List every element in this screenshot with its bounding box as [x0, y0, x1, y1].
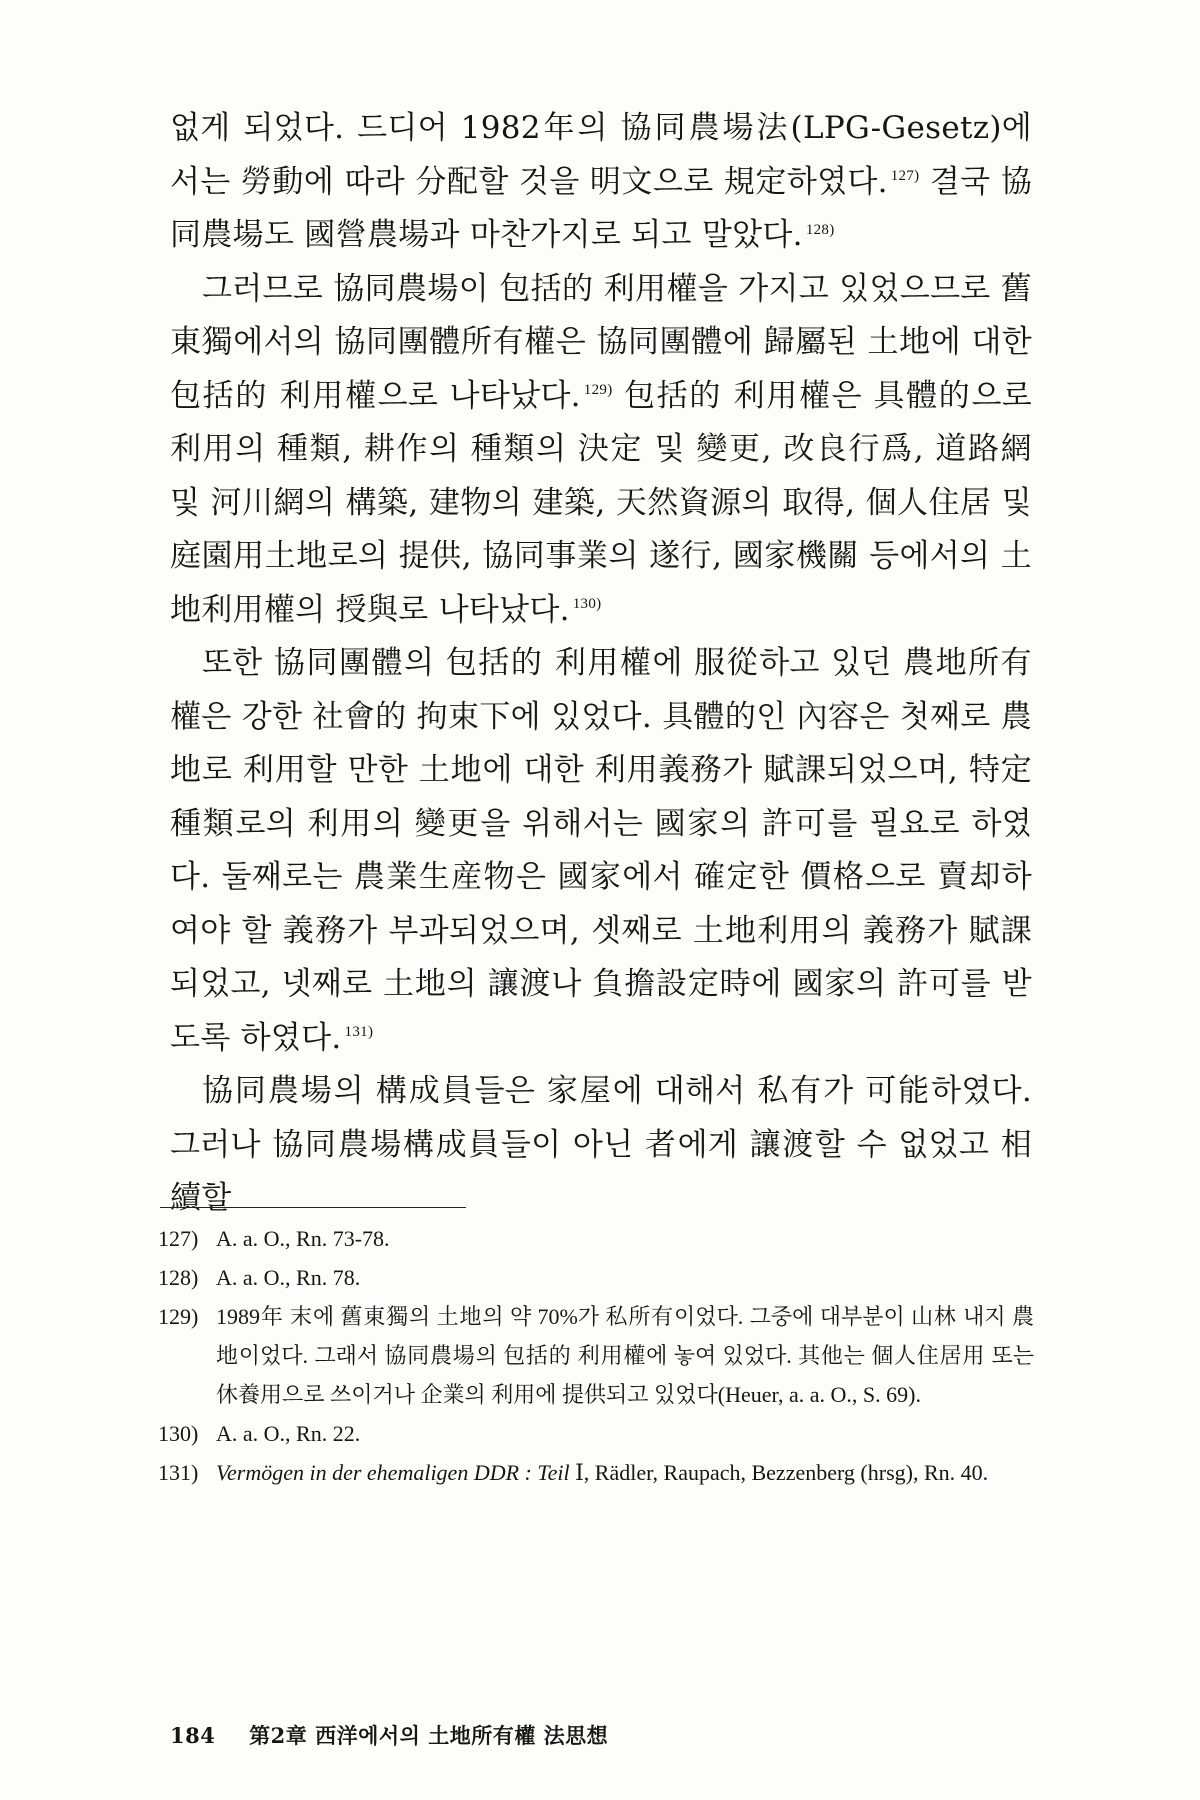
footnote-item: [158, 1297, 1034, 1414]
footnote-text-run: 1989年 末에 舊東獨의 土地의 약 70%가 私所有이었다. 그중에 대부분이 山林 내지 農地이었다. 그래서 協同農場의 包括的 利用權에 놓여 있었다. 其他는 個人住居用 또는 休養用으로 쓰이거나 企業의 利用에 提供되고 있었다(Heuer, a. a. O., S. 69).: [216, 1304, 1034, 1407]
footnote-number: 130): [158, 1421, 199, 1446]
footnote-number: 129): [158, 1304, 199, 1329]
footnote-reference: 127): [890, 168, 920, 185]
paragraph-text: 協同農場의 構成員들은 家屋에 대해서 私有가 可能하였다. 그러나 協同農場構成員들이 아닌 者에게 讓渡할 수 없었고 相續할: [170, 1073, 1032, 1216]
page-number: 184: [170, 1723, 216, 1748]
paragraph-p3: [170, 637, 1032, 1065]
footnote-text: [216, 1414, 1034, 1453]
footnote-text-run: Ⅰ, Rädler, Raupach, Bezzenberg (hrsg), Rn. 40.: [569, 1460, 989, 1485]
paragraph-text: 결국 協同農場도 國營農場과 마찬가지로 되고 말았다.: [170, 163, 1032, 253]
footnote-item: [158, 1414, 1034, 1453]
paragraph-text: 또한 協同團體의 包括的 利用權에 服從하고 있던 農地所有權은 강한 社會的 拘束下에 있었다. 具體的인 內容은 첫째로 農地로 利用할 만한 土地에 대한 利用義務가 賦課되었으며, 特定種類로의 利用의 變更을 위해서는 國家의 許可를 필요로 하였다. 둘째로는 農業生産物은 國家에서 確定한 價格으로 賣却하여야 할 義務가 부과되었으며, 셋째로 土地利用의 義務가 賦課되었고, 넷째로 土地의 讓渡나 負擔設定時에 國家의 許可를 받도록 하였다.: [170, 645, 1032, 1056]
footnote-reference: 131): [344, 1024, 374, 1041]
paragraph-p1: [170, 102, 1032, 263]
main-body-text: [170, 102, 1032, 1226]
paragraph-text: 없게 되었다. 드디어 1982年의 協同農場法(LPG-Gesetz)에서는 勞動에 따라 分配할 것을 明文으로 規定하였다.: [170, 110, 1032, 200]
footnote-text-run: A. a. O., Rn. 78.: [216, 1265, 361, 1290]
footnote-text-run: A. a. O., Rn. 73-78.: [216, 1226, 390, 1251]
footnote-text: [216, 1219, 1034, 1258]
footnote-text: [216, 1297, 1034, 1414]
footnote-italic-title: Vermögen in der ehemaligen DDR : Teil: [216, 1460, 570, 1485]
footnotes-section: [158, 1219, 1034, 1492]
footnote-number: 128): [158, 1265, 199, 1290]
footnote-text: [216, 1453, 1034, 1492]
footnote-separator-rule: [160, 1207, 466, 1208]
paragraph-p4: [170, 1065, 1032, 1226]
chapter-label: 第2章: [249, 1723, 308, 1748]
footnote-item: [158, 1258, 1034, 1297]
footnote-reference: 130): [572, 596, 602, 613]
footnote-reference: 129): [583, 382, 613, 399]
footnote-number: 127): [158, 1226, 199, 1251]
paragraph-p2: [170, 263, 1032, 638]
chapter-title: 西洋에서의 土地所有權 法思想: [315, 1723, 609, 1748]
running-footer: [170, 1720, 608, 1750]
footnote-text-run: A. a. O., Rn. 22.: [216, 1421, 361, 1446]
footnote-number: 131): [158, 1460, 199, 1485]
footnote-text: [216, 1258, 1034, 1297]
footnote-item: [158, 1453, 1034, 1492]
paragraph-text: 包括的 利用權은 具體的으로 利用의 種類, 耕作의 種類의 決定 및 變更, 改良行爲, 道路網 및 河川網의 構築, 建物의 建築, 天然資源의 取得, 個人住居 및 庭園用土地로의 提供, 協同事業의 遂行, 國家機關 등에서의 土地利用權의 授與로 나타났다.: [170, 377, 1032, 628]
footnote-reference: 128): [805, 221, 835, 238]
paragraph-text: 그러므로 協同農場이 包括的 利用權을 가지고 있었으므로 舊東獨에서의 協同團體所有權은 協同團體에 歸屬된 土地에 대한 包括的 利用權으로 나타났다.: [170, 270, 1032, 414]
footnote-item: [158, 1219, 1034, 1258]
